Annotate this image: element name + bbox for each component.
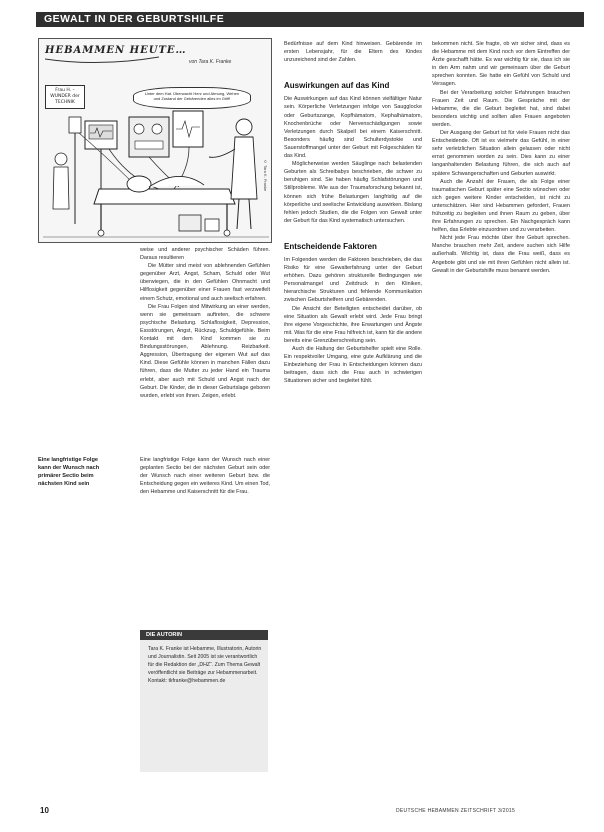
cartoon-sign: Frau H. – WUNDER der TECHNIK [45, 85, 85, 109]
pull-quote: Eine langfristige Folge kann der Wunsch nach primärer Sectio beim nächsten Kind sein [38, 457, 100, 487]
column-1-top [140, 246, 270, 454]
paragraph: bekommen nicht. Sie fragte, ob wir sicher sind, dass es die Hebamme mit dem Kind noch vor dem Eintreffen der Ärzte geschafft hätte. Es war wichtig für sie, dass ich sie in den Arm nahm und wir gemeinsam über die Geburt sprechen konnten. Sie hatte ein Gefühl von Schuld und Versagen. [432, 41, 570, 88]
author-box-text: Tara K. Franke ist Hebamme, Illustratorin, Autorin und Journalistin. Seit 2005 ist sie verantwortlich für die Redaktion der „DHZ“. Zum Thema Gewalt veröffentlicht sie Beiträge zur Hebammenarbeit. Kontakt: tkfranke@hebammen.de [148, 646, 262, 684]
paragraph: Auch die Anzahl der Frauen, die als Folge einer traumatischen Geburt später eine Sectio wünschen oder sich gegen weitere Kinder entscheiden, ist nicht zu unterschätzen. Hier sind Hebammen gefordert, Frauen frühzeitig zu begleiten und ihnen Raum zu geben, über ihre Erfahrungen zu sprechen. Ein Nachgespräch kann helfen, das Erlebte einzuordnen und zu verarbeiten. [432, 178, 570, 234]
author-box [140, 630, 268, 772]
paragraph: Nicht jede Frau möchte über ihre Geburt sprechen. Manche brauchen mehr Zeit, andere suchen sich Hilfe außerhalb. Wichtig ist, dass die Frau weiß, dass es Angebote gibt und sie mit ihren Gefühlen nicht allein ist. Gewalt in der Geburtshilfe muss benannt werden. [432, 235, 570, 274]
column-3 [432, 40, 570, 800]
cartoon-title: HEBAMMEN HEUTE… [45, 45, 187, 56]
paragraph: Der Ausgang der Geburt ist für viele Frauen nicht das Entscheidende. Oft ist es vielmehr das Gefühl, in einer sehr verletzlichen Situation allein gelassen oder nicht ernst genommen worden zu sein. Dies kann zu einer langanhaltenden Belastung führen, die sich auch auf spätere Schwangerschaften und Geburten auswirkt. [432, 130, 570, 177]
paragraph: Bei der Verarbeitung solcher Erfahrungen brauchen Frauen Zeit und Raum. Die Gespräche mit der Hebamme, die die Geburt begleitet hat, sind dabei besonders wichtig und sollten allen Frauen angeboten werden. [432, 89, 570, 128]
subheading-faktoren: Entscheidende Faktoren [284, 241, 377, 251]
paragraph: Möglicherweise werden Säuglinge nach belastenden Geburten als Schreibabys beschrieben, die schwer zu beruhigen sind. Sie haben häufig Schlafstörungen und Stillprobleme. Wie aus der Traumaforschung bekannt ist, können sich frühe Belastungen langfristig auf die körperliche und seelische Entwicklung auswirken. Bislang fehlen jedoch Studien, die die Folgen von Gewalt unter der Geburt für das Kind systematisch untersuchen. [284, 161, 422, 224]
paragraph: Die Mütter sind meist von ablehnenden Gefühlen gegenüber Arzt, Angst, Scham, Schuld oder Wut überwiegen, die in den Gefühlen Ohnmacht und Hilflosigkeit gegenüber einer Frauen fast verzweifelt einem Schutz, emotional und auch seelisch erfahren. [140, 263, 270, 302]
cartoon-copyright: © Tara K. Franke [263, 159, 268, 192]
section-header [36, 12, 584, 27]
column-1-bottom [140, 456, 270, 624]
paragraph: Die Auswirkungen auf das Kind können vielfältiger Natur sein. Körperliche Verletzungen infolge von Saugglocke oder Geburtszange, Kopfhämatom, Kephalhämatom, Knochenbrüche oder Nervenschädigungen sowie Verletzungen durch Skalpell bei einem Kaiserschnitt. Besonders häufig sind Schulterdystokie und Sauerstoffmangel unter der Geburt mit Folgeschäden für das Kind. [284, 96, 422, 160]
cartoon-drawing [39, 39, 272, 243]
paragraph: Auch die Haltung der Geburtshelfer spielt eine Rolle. Ein respektvoller Umgang, eine gute Aufklärung und die Einbeziehung der Frau in Entscheidungen können dazu beitragen, dass sich die Frau auch in schwierigen Situationen sicher und begleitet fühlt. [284, 346, 422, 385]
paragraph: Im Folgenden werden die Faktoren beschrieben, die das Risiko für eine Gewalterfahrung unter der Geburt erhöhen. Dazu gehören strukturelle Bedingungen wie Personalmangel und Zeitdruck in den Kliniken, hierarchische Strukturen und fehlende Kommunikation zwischen Geburtshelfern und Gebärenden. [284, 256, 422, 304]
column-2 [284, 40, 422, 800]
page-footer: DEUTSCHE HEBAMMEN ZEITSCHRIFT 3/2015 [396, 808, 516, 814]
paragraph: Eine langfristige Folge kann der Wunsch nach einer geplanten Sectio bei der nächsten Geburt sein oder der Wunsch nach einer weiteren Geburt bzw. die Entscheidung gegen ein weiteres Kind. Um einen Tod, den Hebamme und Kaiserschnitt für die Frau. [140, 457, 270, 496]
subheading-auswirkungen: Auswirkungen auf das Kind [284, 81, 390, 91]
cartoon-speech-bubble: Unter dem Hat. Überwacht Herz und Atmung, Wehen und Zustand der Gebärenden alles im Griff! [133, 87, 251, 109]
paragraph: Die Ansicht der Beteiligten entscheidet darüber, ob eine Situation als Gewalt erlebt wird. Jede Frau bringt ihre eigene Vorgeschichte, ihre Erwartungen und Ängste mit. Was für die eine Frau hilfreich ist, kann für die andere bereits eine Grenzüberschreitung sein. [284, 305, 422, 344]
page-number: 10 [40, 806, 49, 815]
cartoon-credit: von Tara K. Franke [189, 59, 232, 65]
cartoon-illustration [38, 38, 272, 243]
paragraph: Bedürfnisse auf dem Kind hinweisen. Gebärende im ersten Lebensjahr, für die Eltern des Kindes unzureichend sind der Zahlen. [284, 41, 422, 64]
author-box-heading: DIE AUTORIN [140, 630, 268, 640]
section-header-label: GEWALT IN DER GEBURTSHILFE [44, 13, 225, 25]
paragraph: Die Frau Folgen sind Mitwirkung an einer werden, wenn sie gemeinsam auftreten, die schwere psychische Belastung. Schlaflosigkeit, Depression, Essstörungen, Angst, Rückzug, Schuldgefühle. Beim Kontakt mit dem Kind kommen sie zu Bindungsstörungen, Ablehnung. Reizbarkeit. Aggression, Übertragung der eigenen Wut auf das Kind. Diese Gefühle können in manchen Fällen dazu führen, dass die Mutter zu jeder Hand ein Trauma erlebt, aber auch mit Schuld und Angst nach der Geburt. Die Kinder, die in dieser Geburtslage geboren wurden, erlebt von ihnen. Zeigen, erlebt. [140, 303, 270, 399]
paragraph: weise und anderer psychischer Schäden führen. Daraus resultieren [140, 247, 270, 262]
